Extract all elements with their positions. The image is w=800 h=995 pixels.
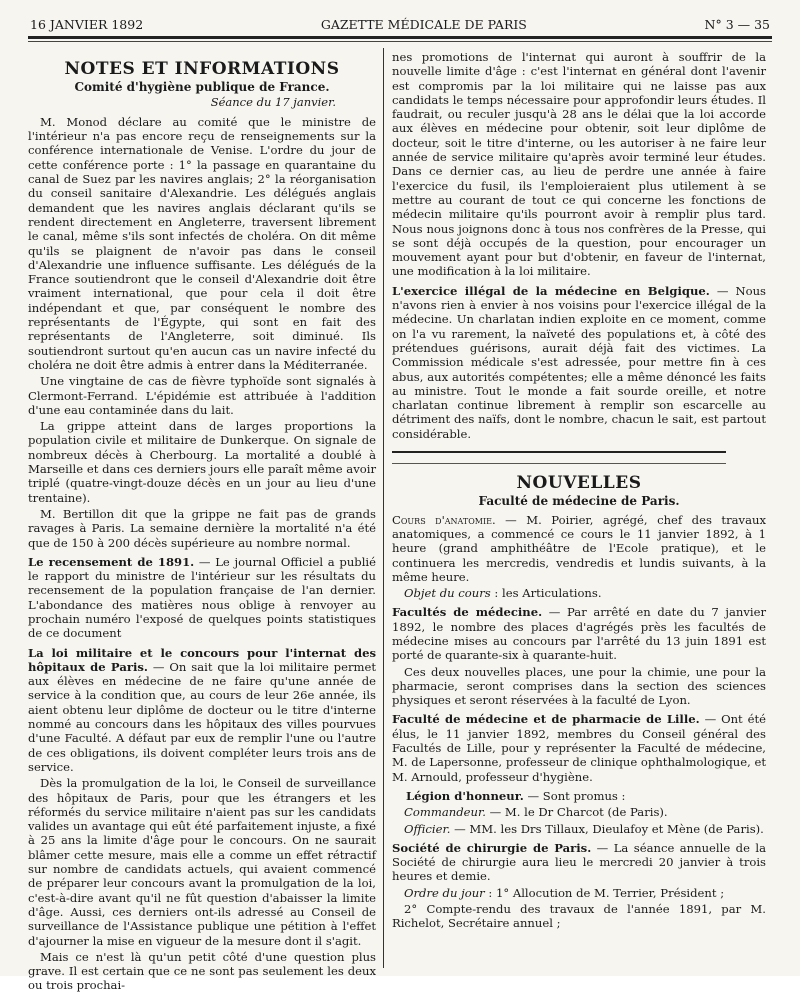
header-journal: GAZETTE MÉDICALE DE PARIS xyxy=(320,16,527,32)
header-rule-thick xyxy=(28,36,772,39)
section-title-notes: NOTES ET INFORMATIONS xyxy=(64,59,340,79)
section-title-nouvelles: NOUVELLES xyxy=(516,473,642,494)
body-faculte-lille: — Ont été élus, le 11 janvier 1892, membres du Conseil général des Facultés de Lille, pour y représenter la Faculté de médecine, M. de Lapersonne, professeur de clinique ophthalmologique, et M. Arnould, professeur d'hygiène. xyxy=(392,712,766,784)
lead-legion-honneur: Légion d'honneur. xyxy=(406,788,524,803)
paragraph-facultes-medecine xyxy=(392,605,766,662)
lead-societe-chirurgie: Société de chirurgie de Paris. xyxy=(392,840,592,855)
paragraph-grippe: La grippe atteint dans de larges proportions la population civile et militaire de Dunkerque. On signale de nombreux décès à Cherbourg. La mortalité a doublé à Marseille et dans ces derniers jours elle paraît même avoir triplé (quatre-vingt-douze décès en un jour au lieu d'une trentaine). xyxy=(28,419,376,505)
paragraph-loi-militaire xyxy=(28,646,376,775)
paragraph-compte-rendu: 2° Compte-rendu des travaux de l'année 1891, par M. Richelot, Secrétaire annuel ; xyxy=(392,902,766,931)
body-loi-militaire: — On sait que la loi militaire permet aux élèves en médecine de ne faire qu'une année de service à la condition que, au cours de leur 26e année, ils aient obtenu leur diplôme de docteur ou le titre d'interne nommé au concours dans les hôpitaux des villes pourvues d'une Faculté. A défaut par eux de remplir l'une ou l'autre de ces obligations, ils doivent compléter leurs trois ans de service. xyxy=(28,659,377,774)
paragraph-officier xyxy=(392,822,766,836)
header-rule-thin xyxy=(28,41,772,42)
paragraph-question-grave: Mais ce n'est là qu'un petit côté d'une question plus grave. Il est certain que ce ne sont pas seulement les deux ou trois prochai- xyxy=(28,949,376,993)
header-date: 16 JANVIER 1892 xyxy=(30,16,144,32)
lead-objet-cours: Objet du cours xyxy=(404,586,491,601)
paragraph-typhoide: Une vingtaine de cas de fièvre typhoïde sont signalés à Clermont-Ferrand. L'épidémie est attribuée à l'addition d'une eau contaminée dans du lait. xyxy=(28,374,376,417)
lead-exercice-illegal: L'exercice illégal de la médecine en Belgique. xyxy=(392,283,710,298)
left-column xyxy=(28,50,376,995)
section-rule-thin xyxy=(392,463,726,464)
header-number: N° 3 — 35 xyxy=(704,16,770,32)
body-cours-anatomie: — M. Poirier, agrégé, chef des travaux anatomiques, a commencé ce cours le 11 janvier 1892, à 1 heure (grand amphithéâtre de l'Ecole pratique), et le continuera les mercredis, vendredis et lundis suivants, à la même heure. xyxy=(392,512,766,584)
body-facultes-medecine: — Par arrêté en date du 7 janvier 1892, le nombre des places d'agrégés près les facultés de médecine mises au concours par l'arrêté du 13 juin 1891 est porté de quarante-six à quarante-huit. xyxy=(392,605,767,663)
body-commandeur: — M. le Dr Charcot (de Paris). xyxy=(485,805,668,820)
lead-commandeur: Commandeur. xyxy=(404,805,486,820)
lead-officier: Officier. xyxy=(404,821,451,836)
lead-faculte-lille: Faculté de médecine et de pharmacie de Lille. xyxy=(392,712,700,727)
paragraph-commandeur xyxy=(392,805,766,819)
lead-cours-anatomie: Cours d'anatomie. xyxy=(392,512,496,527)
paragraph-monod: M. Monod déclare au comité que le ministre de l'intérieur n'a pas encore reçu de renseignements sur la conférence internationale de Venise. L'ordre du jour de cette conférence porte : 1° la passage en quarantaine du canal de Suez par les navires anglais; 2° la réorganisation du conseil sanitaire d'Alexandrie. Les délégués anglais demandent que les navires anglais déclarant qu'ils se rendent directement en Angleterre, traversent librement le canal, même s'ils sont infectés de choléra. On dit même qu'ils se plaignent de n'avoir pas dans le conseil d'Alexandrie une influence suffisante. Les délégués de la France soutiendront que le conseil d'Alexandrie doit être vraiment international, que pour cela il doit être indépendant et que, par conséquent le nombre des représentants de l'Égypte, qui sont en fait des représentants de l'Angleterre, soit diminué. Ils soutiendront surtout qu'en aucun cas un navire infecté du choléra ne doit être admis à entrer dans la Méditerranée. xyxy=(28,114,376,372)
subsection-title-comite: Comité d'hygiène publique de France. xyxy=(74,80,330,95)
lead-facultes-medecine: Facultés de médecine. xyxy=(392,605,543,620)
right-column xyxy=(392,50,766,933)
column-divider xyxy=(383,48,384,968)
body-recensement: — Le journal Officiel a publié le rapport du ministre de l'intérieur sur les résultats du recensement de la population française de l'an dernier. L'abondance des matières nous oblige à renvoyer au prochain numéro l'exposé de quelques points statistiques de ce document xyxy=(28,554,376,641)
body-objet-cours: : les Articulations. xyxy=(490,586,602,601)
paragraph-exercice-illegal xyxy=(392,284,766,441)
body-legion-honneur: — Sont promus : xyxy=(523,788,626,803)
paragraph-faculte-lille xyxy=(392,712,766,783)
paragraph-internat-cont: nes promotions de l'internat qui auront à souffrir de la nouvelle limite d'âge : c'est l'internat en général dont l'avenir est compromis par la loi militaire qui ne laisse pas aux candidats le temps nécessaire pour approfondir leurs études. Il faudrait, ou reculer jusqu'à 28 ans le délai que la loi accorde aux élèves en médecine pour obtenir, soit leur diplôme de docteur, soit le titre d'interne, ou les autoriser à ne faire leur année de service militaire qu'après avoir terminé leur études. Dans ce dernier cas, au lieu de perdre une année à faire l'exercice du fusil, ils l'emploieraient plus utilement à se mettre au courant de tout ce qui concerne les fonctions de médecin militaire qu'ils pourront avoir à remplir plus tard. Nous nous joignons donc à tous nos confrères de la Presse, qui se sont déjà occupés de la question, pour encourager un mouvement ayant pour but d'obtenir, en faveur de l'internat, une modification à la loi militaire. xyxy=(392,50,766,279)
paragraph-recensement xyxy=(28,555,376,641)
lead-loi-militaire: La loi militaire et le concours pour l'internat des hôpitaux de Paris. xyxy=(28,645,376,674)
body-officier: — MM. les Drs Tillaux, Dieulafoy et Mène (de Paris). xyxy=(450,821,764,836)
paragraph-promulgation: Dès la promulgation de la loi, le Conseil de surveillance des hôpitaux de Paris, pour que les étrangers et les réformés du service militaire n'aient pas sur les candidats valides un avantage qui eût été parfaitement injuste, a fixé à 25 ans la limite d'âge pour le concours. On ne saurait blâmer cette mesure, mais elle a comme un effet rétractif sur nombre de candidats actuels, qui avaient commencé de préparer leur concours avant la promulgation de la loi, c'est-à-dire avant qu'il ne fût question d'abaisser la limite d'âge. Aussi, ces derniers ont-ils adressé au Conseil de surveillance de l'Assistance publique une pétition à l'effet d'ajourner la mise en vigueur de la mesure dont il s'agit. xyxy=(28,776,376,948)
lead-ordre-du-jour: Ordre du jour xyxy=(404,885,485,900)
paragraph-cours-anatomie xyxy=(392,513,766,584)
paragraph-legion-honneur xyxy=(392,789,766,803)
paragraph-societe-chirurgie xyxy=(392,841,766,884)
paragraph-ordre-du-jour xyxy=(392,886,766,900)
section-rule xyxy=(392,451,726,453)
body-exercice-illegal: — Nous n'avons rien à envier à nos voisins pour l'exercice illégal de la médecine. Un charlatan indien exploite en ce moment, comme on l'a vu rarement, la naïveté des populations et, à côté des prétendues guérisons, aurait déjà fait des victimes. La Commission médicale s'est adressée, pour mettre fin à ces abus, aux autorités compétentes; elle a même dénoncé les faits au ministre. Tout le monde a fait sourde oreille, et notre charlatan continue librement à remplir son escarcelle au détriment des naïfs, dont le nombre, chacun le sait, est partout considérable. xyxy=(392,283,766,441)
paragraph-deux-places: Ces deux nouvelles places, une pour la chimie, une pour la pharmacie, seront comprises dans la section des sciences physiques et seront réservées à la faculté de Lyon. xyxy=(392,664,766,708)
lead-recensement: Le recensement de 1891. xyxy=(28,554,195,569)
page-header xyxy=(30,14,770,34)
body-ordre-du-jour: : 1° Allocution de M. Terrier, Président ; xyxy=(484,885,725,900)
paragraph-bertillon: M. Bertillon dit que la grippe ne fait pas de grands ravages à Paris. La semaine dernière la mortalité n'a été que de 150 à 200 décès supérieure au nombre normal. xyxy=(28,506,376,550)
paragraph-objet-cours xyxy=(392,586,766,600)
seance-date: Séance du 17 janvier. xyxy=(210,94,336,109)
body-societe-chirurgie: — La séance annuelle de la Société de chirurgie aura lieu le mercredi 20 janvier à trois heures et demie. xyxy=(392,840,766,884)
subsection-title-faculte-paris: Faculté de médecine de Paris. xyxy=(478,494,680,509)
